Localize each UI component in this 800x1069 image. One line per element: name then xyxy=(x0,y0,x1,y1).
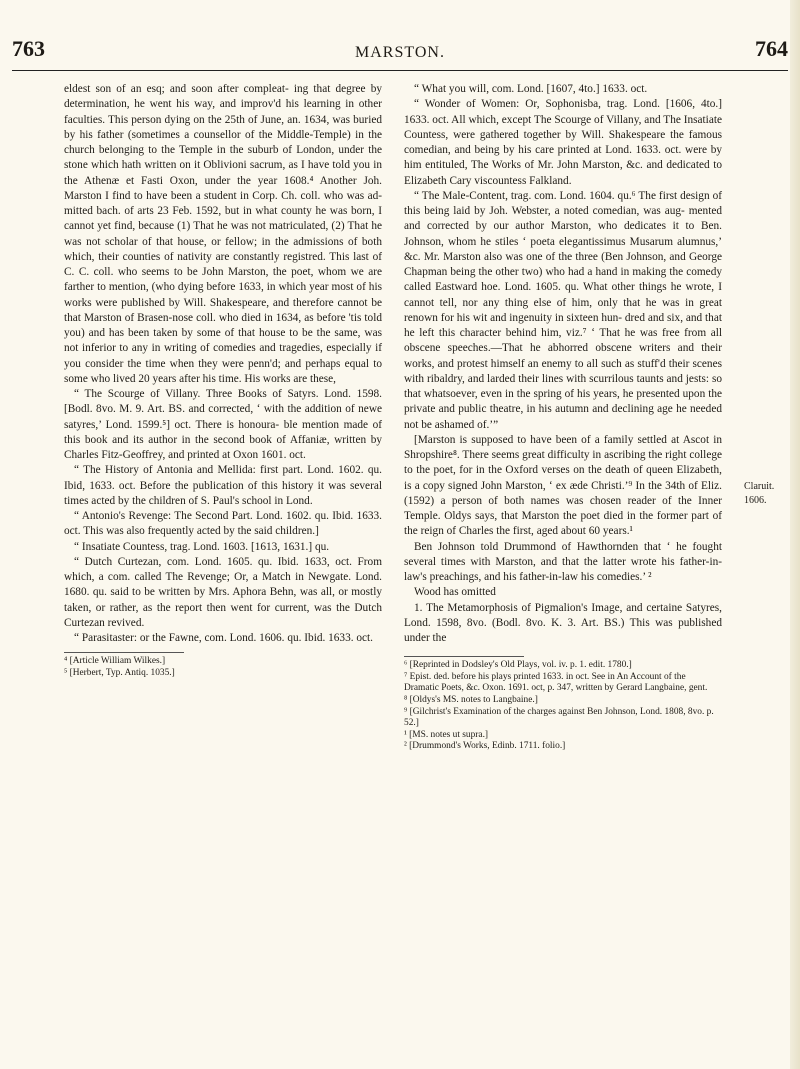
right-paragraph-male-content: “ The Male-Content, trag. com. Lond. 1604. qu.⁶ The first design of this being laid by Joh. Webster, a noted comedian, was aug- mented and corrected by our author Marston, who dedicates it to Ben. Johnson, whom he stiles ‘ poeta elegantissimus Musarum alumnus,’ &c. Mr. Marston also was one of the three (Ben Johnson, and George Chapman being the other two) who had a hand in making the comedy called Eastward hoe. Lond. 1605. qu. What other things he wrote, I cannot tell, nor any thing else of him, only that he was in great renown for his wit and ingenuity in sixteen hun- dred and six, and that he left this character behind him, viz.⁷ ‘ That he was free from all obscene speeches.—That he abhorred obscene writers and their works, and protest himself an enemy to all such as stuff'd their scenes with ribaldry, and larded their lines with scurrilous taunts and jests: so that whatsoever, even in the spring of his years, he presented upon the private and public theatre, in his autumn and declining age he needed not be ashamed of.’” xyxy=(404,189,722,431)
left-column xyxy=(64,82,382,679)
right-paragraph-pigmalion: 1. The Metamorphosis of Pigmalion's Image, and certaine Satyres, Lond. 1598, 8vo. (Bodl. 8vo. K. 3. Art. BS.) This was published under the xyxy=(404,601,722,644)
footnote-8: ⁸ [Oldys's MS. notes to Langbaine.] xyxy=(404,695,538,706)
left-paragraph-dutch-curtezan: “ Dutch Curtezan, com. Lond. 1605. qu. Ibid. 1633, oct. From which, a com. called The Revenge; Or, a Match in Newgate. Lond. 1680. qu. said to be written by Mrs. Aphora Behn, was all, or mostly taken, or rather, as the report then went for current, was the Dutch Curtezan revived. xyxy=(64,555,382,629)
running-title: MARSTON. xyxy=(355,44,445,61)
page-number-right: 764 xyxy=(755,36,788,61)
margin-note-year: 1606. xyxy=(744,495,767,506)
right-paragraph-what-you-will: “ What you will, com. Lond. [1607, 4to.] 1633. oct. xyxy=(414,83,648,95)
right-paragraph-drummond: Ben Johnson told Drummond of Hawthornden that ‘ he fought several times with Marston, and that the latter wrote his father-in-law's preachings, and his father-in-law his comedies.’ ² xyxy=(404,540,722,583)
footnote-rule-left xyxy=(64,652,184,653)
left-paragraph-scourge: “ The Scourge of Villany. Three Books of Satyrs. Lond. 1598. [Bodl. 8vo. M. 9. Art. BS. and corrected, ‘ with the addition of newe satyres,’ Lond. 1599.⁵] oct. There is honoura- ble mention made of this book and its author in the second book of Affaniæ, written by Charles Fitz-Geoffrey, and printed at Oxon 1601. oct. xyxy=(64,388,382,461)
right-paragraph-wonder-of-women: “ Wonder of Women: Or, Sophonisba, trag. Lond. [1606, 4to.] 1633. oct. All which, except The Scourge of Villany, and The Insatiate Countess, were gathered together by Will. Shakespeare the famous comedian, and being by his care printed at Lond. 1633. oct. were by him entituled, The Works of Mr. John Marston, &c. and dedicated to Elizabeth Cary viscountess Falkland. xyxy=(404,98,722,187)
footnote-rule-right xyxy=(404,656,524,657)
right-paragraph-family: [Marston is supposed to have been of a family settled at Ascot in Shropshire⁸. There seems great difficulty in ascribing the right college to the poet, for in the Oxford verses on the death of queen Elizabeth, is a copy signed John Marston, ‘ ex æde Christi.’⁹ In the 34th of Eliz. (1592) a person of both names was chosen reader of the Inner Temple. Oldys says, that Marston the poet died in the former part of the reign of Charles the first, aged about 60 years.¹ xyxy=(404,433,722,538)
right-paragraph-omitted: Wood has omitted xyxy=(414,586,496,599)
left-paragraph-1: eldest son of an esq; and soon after compleat- ing that degree by determination, he went his way, and improv'd his learning in other faculties. This person dying on the 25th of June, an. 1634, was buried by his father (sometimes a counsellor of the Middle-Temple) in the church belonging to the Temple in the suburb of London, under the stone which hath written on it Oblivioni sacrum, as I have told you in the Athenæ et Fasti Oxon, under the year 1608.⁴ Another Joh. Marston I find to have been a student in Corp. Ch. coll. who was ad- mitted bach. of arts 23 Feb. 1592, but in what county he was born, I cannot yet find, because (1) That he was not matriculated, (2) That he was not scholar of that house, or fellow; in the admissions of both which, their counties of nativity are constantly registred. This last of C. C. coll. who seems to be John Marston, the poet, whom we are farther to mention, (who dying before 1633, in which year most of his works were published by Will. Shakespeare, and therefore cannot be that Marston of Brasen-nose coll. who died in 1634, as before 'tis told you) and has been taken by some of that house to be the same, was not inferior to any in writing of comedies and tragedies, especially if you consider the time when they were penn'd; and perhaps equal to some who lived 20 years after his time. His works are these, xyxy=(64,83,382,385)
footnote-2: ² [Drummond's Works, Edinb. 1711. folio.] xyxy=(404,741,566,752)
margin-note-claruit: Claruit. xyxy=(744,481,775,492)
footnote-9: ⁹ [Gilchrist's Examination of the charges against Ben Johnson, Lond. 1808, 8vo. p. 52.] xyxy=(404,706,714,729)
footnote-7: ⁷ Epist. ded. before his plays printed 1633. in oct. See in An Account of the Dramatic Poets, &c. Oxon. 1691. oct, p. 347, written by Gerard Langbaine, gent. xyxy=(404,671,708,694)
left-paragraph-antonio-revenge: “ Antonio's Revenge: The Second Part. Lond. 1602. qu. Ibid. 1633. oct. This was also frequently acted by the said children.] xyxy=(64,510,382,538)
footnote-4: ⁴ [Article William Wilkes.] xyxy=(64,656,166,667)
page-number-left: 763 xyxy=(12,36,45,61)
left-paragraph-insatiate: “ Insatiate Countess, trag. Lond. 1603. [1613, 1631.] qu. xyxy=(74,540,330,553)
left-paragraph-parasitaster: “ Parasitaster: or the Fawne, com. Lond. 1606. qu. Ibid. 1633. oct. xyxy=(74,632,373,644)
page-edge-shading xyxy=(790,0,800,1069)
footnote-5: ⁵ [Herbert, Typ. Antiq. 1035.] xyxy=(64,667,175,678)
right-column xyxy=(404,82,722,753)
footnote-1: ¹ [MS. notes ut supra.] xyxy=(404,729,489,740)
page-header xyxy=(12,34,788,71)
left-paragraph-antonia: “ The History of Antonia and Mellida: first part. Lond. 1602. qu. Ibid, 1633. oct. Before the publication of this history it was several times acted by the children of S. Paul's school in Lond. xyxy=(64,464,382,507)
margin-note xyxy=(744,480,774,508)
footnote-6: ⁶ [Reprinted in Dodsley's Old Plays, vol. iv. p. 1. edit. 1780.] xyxy=(404,660,632,671)
